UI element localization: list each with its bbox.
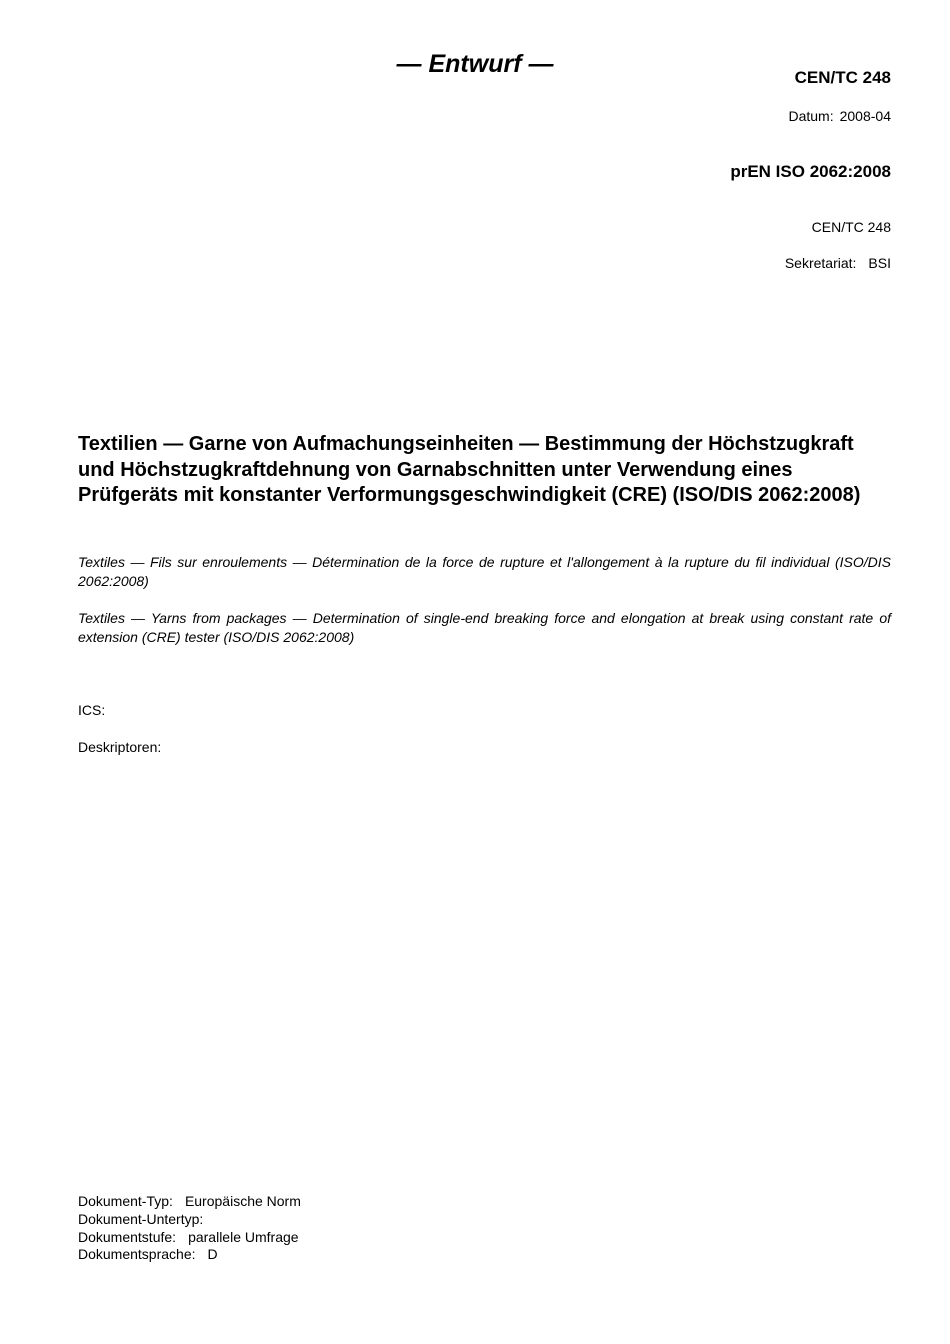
document-stage-row <box>78 1229 301 1247</box>
document-language-label: Dokumentsprache: <box>78 1246 196 1263</box>
document-language-row <box>78 1246 301 1264</box>
date-line <box>788 108 891 124</box>
date-value: 2008-04 <box>839 108 891 124</box>
document-subtype-label: Dokument-Untertyp: <box>78 1210 204 1227</box>
date-label: Datum: <box>788 108 834 124</box>
secretariat-line <box>785 255 891 271</box>
title-german: Textilien — Garne von Aufmachungseinheiten — Bestimmung der Höchstzugkraft und Höchstzugkraftdehnung von Garnabschnitten unter Verwendung eines Prüfgeräts mit konstanter Verformungsgeschwindigkeit (CRE) (ISO/DIS 2062:2008) <box>78 433 861 506</box>
document-type-row <box>78 1193 301 1211</box>
ics-label: ICS: <box>78 702 106 718</box>
document-subtype-row <box>78 1211 301 1229</box>
title-english: Textiles — Yarns from packages — Determination of single-end breaking force and elongation at break using constant rate of extension (CRE) tester (ISO/DIS 2062:2008) <box>78 610 891 645</box>
draft-mark: — Entwurf — <box>396 50 554 78</box>
document-number: prEN ISO 2062:2008 <box>730 162 891 181</box>
document-stage-label: Dokumentstufe: <box>78 1228 177 1245</box>
document-language-value: D <box>207 1246 218 1263</box>
secretariat-label: Sekretariat: <box>784 255 857 271</box>
committee-reference: CEN/TC 248 <box>811 219 891 235</box>
document-stage-value: parallele Umfrage <box>188 1228 299 1245</box>
document-info <box>78 1193 301 1264</box>
secretariat-value: BSI <box>868 255 891 271</box>
document-type-label: Dokument-Typ: <box>78 1193 173 1209</box>
descriptors-label: Deskriptoren: <box>78 739 162 755</box>
committee-heading: CEN/TC 248 <box>794 68 891 87</box>
document-type-value: Europäische Norm <box>184 1193 301 1209</box>
title-french: Textiles — Fils sur enroulements — Détermination de la force de rupture et l'allongement à la rupture du fil individual (ISO/DIS 2062:2008) <box>78 554 891 589</box>
